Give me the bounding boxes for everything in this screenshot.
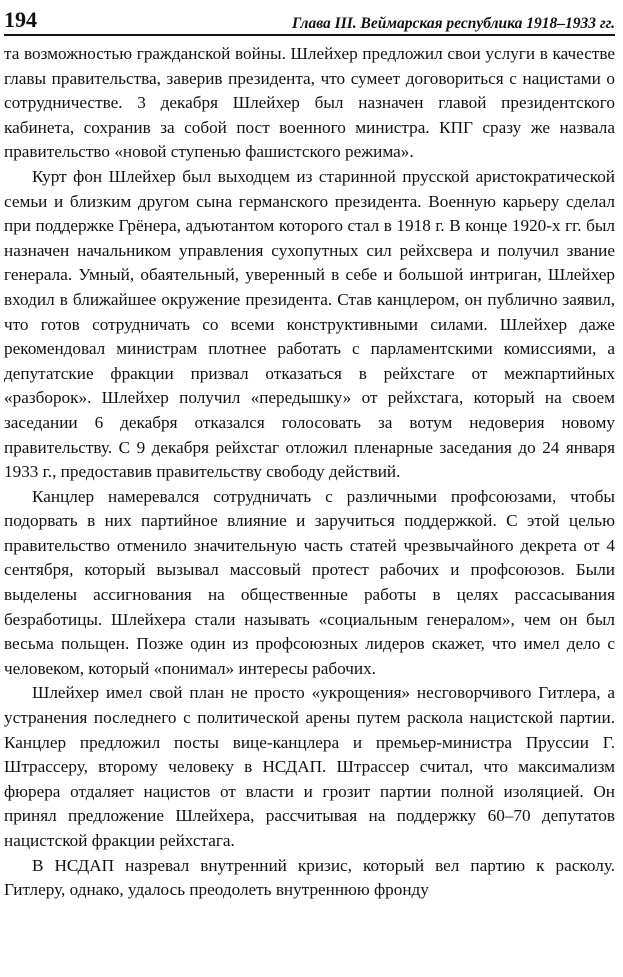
paragraph: Канцлер намеревался сотрудничать с различными профсоюзами, чтобы подорвать в них партийное влияние и заручиться поддержкой. С этой целью правительство отменило значительную часть статей чрезвычайного декрета от 4 сентября, который вызывал массовый протест рабочих и профсоюзов. Были выделены ассигнования на общественные работы в целях рассасывания безработицы. Шлейхера стали называть «социальным генералом», чем он был весьма польщен. Позже один из профсоюзных лидеров скажет, что имел дело с человеком, который «понимал» интересы рабочих. (4, 486, 615, 678)
paragraph: Курт фон Шлейхер был выходцем из старинной прусской аристократической семьи и близким другом сына германского президента. Военную карьеру сделал при поддержке Грёнера, адъютантом которого стал в 1918 г. В конце 1920-х гг. был назначен начальником управления сухопутных сил рейхсвера и получил звание генерала. Умный, обаятельный, уверенный в себе и большой интриган, Шлейхер входил в ближайшее окружение президента. Став канцлером, он публично заявил, что готов сотрудничать со всеми конструктивными силами. Шлейхер даже рекомендовал министрам плотнее работать с парламентскими комиссиями, а депутатские фракции призвал отказаться в рейхстаге от межпартийных «разборок». Шлейхер получил «передышку» от рейхстага, который на своем заседании 6 декабря отказался голосовать за вотум недоверия новому правительству. С 9 декабря рейхстаг отложил пленарные заседания до 24 января 1933 г., предоставив правительству свободу действий. (4, 166, 615, 482)
page-number: 194 (4, 7, 37, 32)
paragraph: В НСДАП назревал внутренний кризис, который вел партию к расколу. Гитлеру, однако, удалось преодолеть внутреннюю фронду (4, 855, 615, 900)
body-text (4, 42, 615, 903)
running-head: Глава III. Веймарская республика 1918–1933 гг. (291, 14, 615, 32)
page-header (4, 0, 615, 36)
paragraph: Шлейхер имел свой план не просто «укрощения» несговорчивого Гитлера, а устранения последнего с политической арены путем раскола нацистской партии. Канцлер предложил посты вице-канцлера и премьер-министра Пруссии Г. Штрассеру, второму человеку в НСДАП. Штрассер считал, что максимализм фюрера отдаляет нацистов от власти и грозит партии полной изоляцией. Он принял предложение Шлейхера, рассчитывая на поддержку 60–70 депутатов нацистской фракции рейхстага. (4, 683, 615, 850)
paragraph: та возможностью гражданской войны. Шлейхер предложил свои услуги в качестве главы правительства, заверив президента, что сумеет договориться с нацистами о сотрудничестве. 3 декабря Шлейхер был назначен главой президентского кабинета, сохранив за собой пост военного министра. КПГ сразу же назвала правительство «новой ступенью фашистского режима». (4, 44, 615, 162)
